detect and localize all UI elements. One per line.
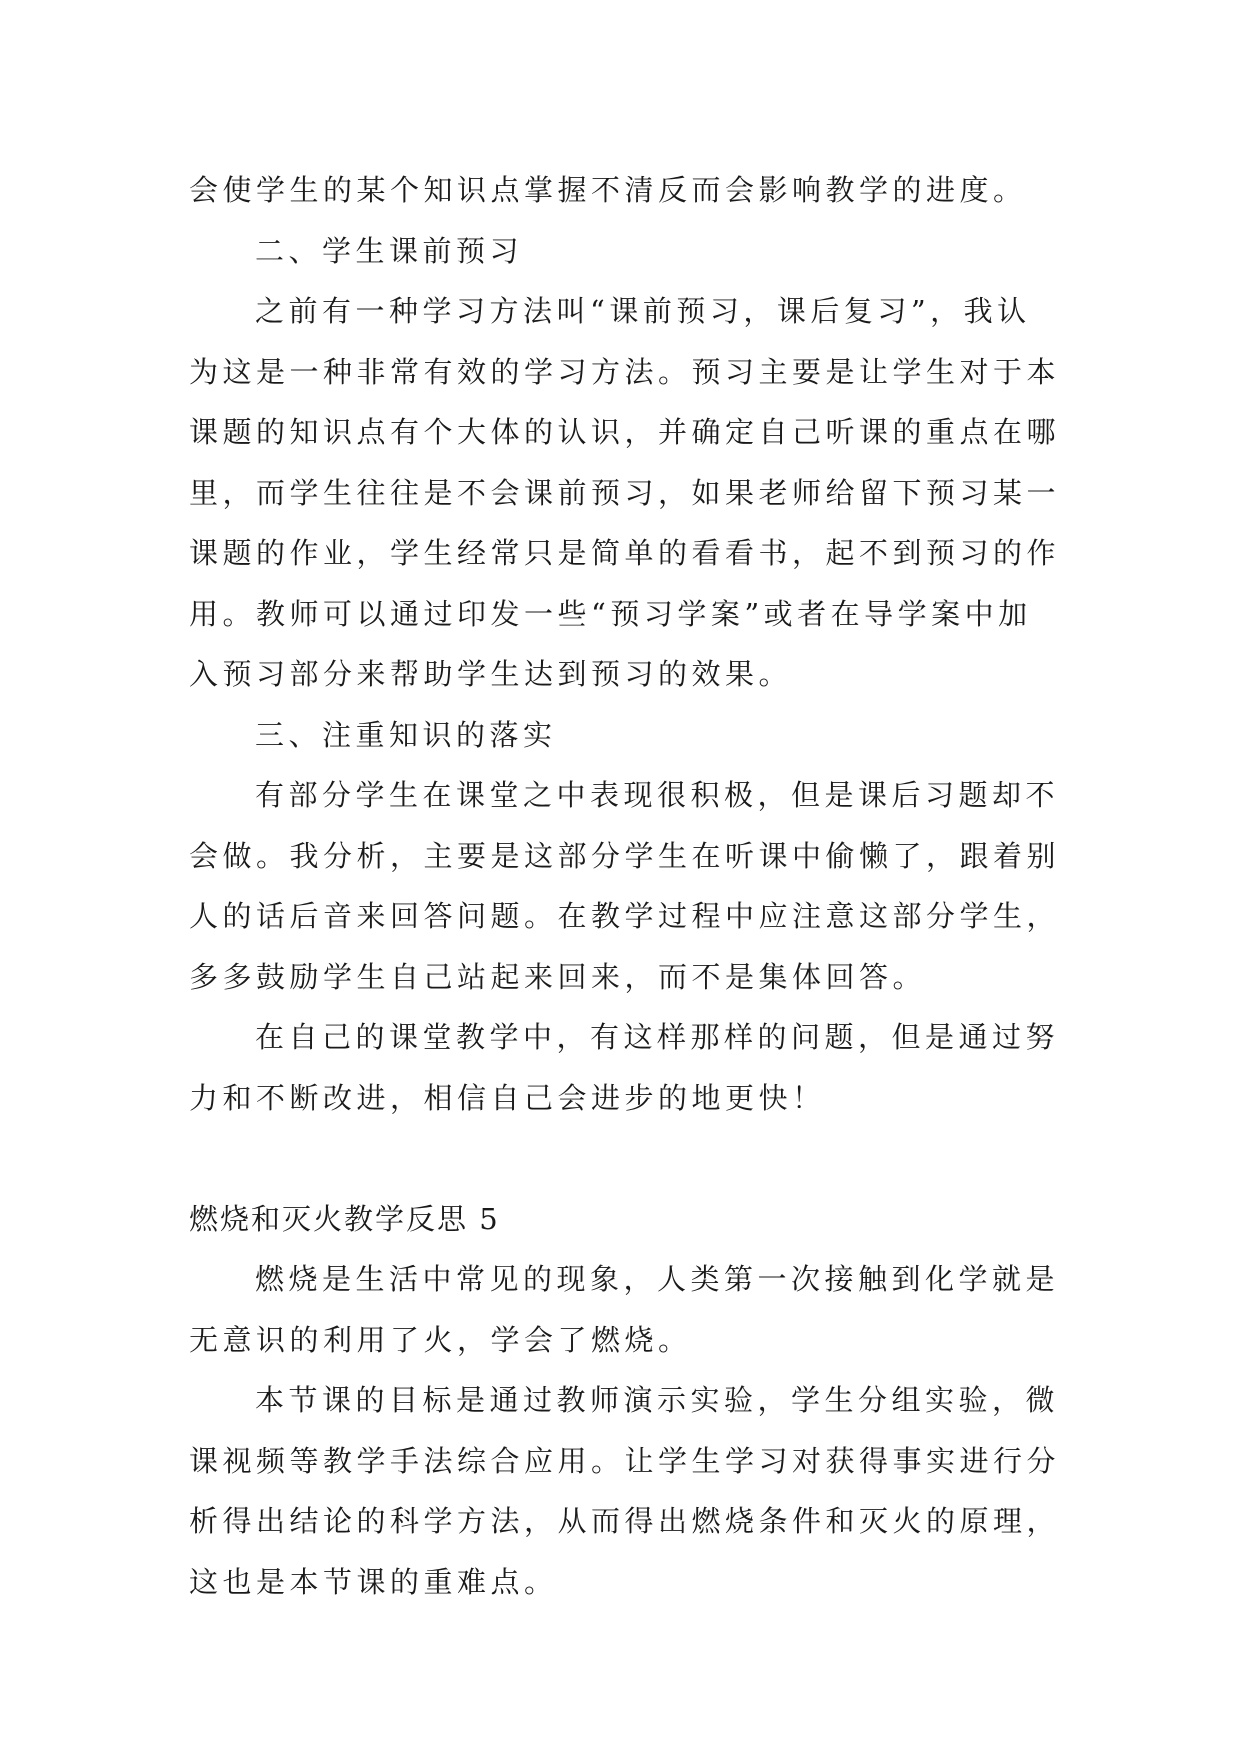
paragraph-line: 为这是一种非常有效的学习方法。预习主要是让学生对于本 bbox=[189, 354, 1061, 389]
paragraph-line: 会做。我分析，主要是这部分学生在听课中偷懒了，跟着别 bbox=[189, 838, 1061, 873]
paragraph-gap bbox=[189, 1128, 1061, 1189]
paragraph-line: 课题的作业，学生经常只是简单的看看书，起不到预习的作 bbox=[189, 536, 1061, 570]
paragraph-line: 有部分学生在课堂之中表现很积极，但是课后习题却不 bbox=[255, 778, 1060, 812]
paragraph-line: 用。教师可以通过印发一些“预习学案”或者在导学案中加 bbox=[189, 596, 1032, 631]
section-heading-implementation: 三、注重知识的落实 bbox=[255, 717, 557, 752]
paragraph-line: 会使学生的某个知识点掌握不清反而会影响教学的进度。 bbox=[189, 173, 1027, 207]
paragraph-line: 课视频等教学手法综合应用。让学生学习对获得事实进行分 bbox=[189, 1443, 1061, 1478]
paragraph-line: 多多鼓励学生自己站起来回来，而不是集体回答。 bbox=[189, 959, 927, 994]
section-heading-preview: 二、学生课前预习 bbox=[255, 233, 524, 268]
paragraph-line: 人的话后音来回答问题。在教学过程中应注意这部分学生， bbox=[189, 899, 1061, 933]
paragraph-line: 这也是本节课的重难点。 bbox=[189, 1564, 558, 1599]
paragraph-line: 之前有一种学习方法叫“课前预习，课后复习”，我认 bbox=[255, 294, 1031, 328]
paragraph-line: 入预习部分来帮助学生达到预习的效果。 bbox=[189, 657, 793, 691]
paragraph-line: 课题的知识点有个大体的认识，并确定自己听课的重点在哪 bbox=[189, 415, 1061, 449]
paragraph-line: 在自己的课堂教学中，有这样那样的问题，但是通过努 bbox=[255, 1020, 1060, 1054]
paragraph-line: 力和不断改进，相信自己会进步的地更快！ bbox=[189, 1080, 826, 1115]
document-body bbox=[189, 160, 1061, 1612]
paragraph-line: 里，而学生往往是不会课前预习，如果老师给留下预习某一 bbox=[189, 475, 1061, 510]
paragraph-line: 析得出结论的科学方法，从而得出燃烧条件和灭火的原理， bbox=[189, 1504, 1061, 1538]
paragraph-line: 无意识的利用了火，学会了燃烧。 bbox=[189, 1322, 692, 1357]
paragraph-line: 燃烧是生活中常见的现象，人类第一次接触到化学就是 bbox=[255, 1262, 1060, 1296]
paragraph-line: 本节课的目标是通过教师演示实验，学生分组实验，微 bbox=[255, 1383, 1060, 1417]
article-title: 燃烧和灭火教学反思 5 bbox=[189, 1201, 500, 1236]
